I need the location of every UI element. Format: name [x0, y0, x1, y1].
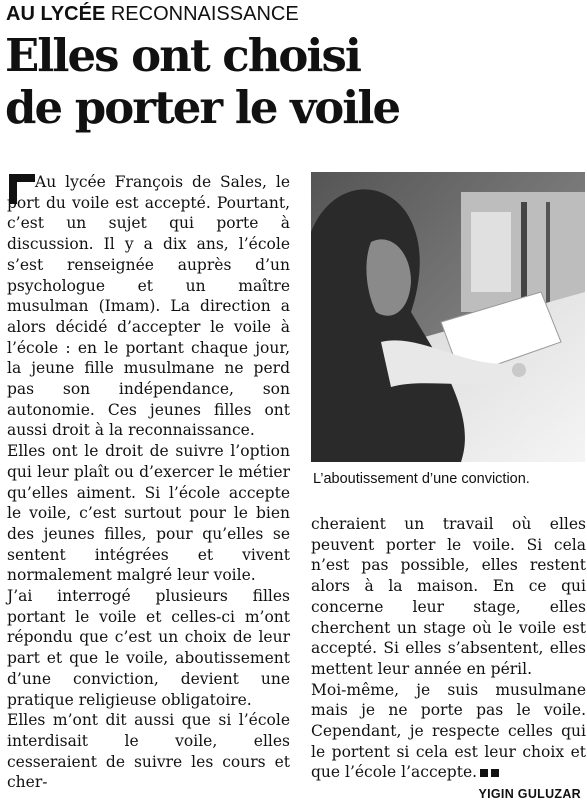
article-photo — [311, 172, 585, 462]
headline-line-1: Elles ont choisi — [5, 29, 360, 82]
paragraph-6 — [311, 680, 586, 784]
paragraph-5: cheraient un travail où elles peuvent porter le voile. Si cela n’est pas possible, elles restent alors à la maison. En ce qui concerne leur stage, elles cherchent un stage où le voile est accepté. Si elles s’absentent, elles mettent leur année en péril. — [311, 515, 586, 678]
paragraph-1: Au lycée François de Sales, le port du voile est accepté. Pourtant, c’est un sujet qui porte à discussion. Il y a dix ans, l’école s’est renseignée auprès d’un psychologue et un maître musulman (Imam). La direction a alors décidé d’accepter le voile à l’école : en le portant chaque jour, la jeune fille musulmane ne perd pas son indépendance, son autonomie. Ces jeunes filles ont aussi droit à la reconnaissance. — [7, 173, 290, 440]
end-mark-icon — [491, 769, 499, 777]
headline-line-2: de porter le voile — [5, 81, 400, 134]
kicker-topic: RECONNAISSANCE — [110, 3, 299, 25]
end-mark-icon — [480, 769, 488, 777]
paragraph-2: Elles ont le droit de suivre l’option qui leur plaît ou d’exercer le métier qu’elles aiment. Si l’école accepte le voile, c’est surtout pour le bien des jeunes filles, pour qu’elles se sentent intégrées et vivent normalement malgré leur voile. — [7, 442, 290, 585]
photo-caption: L’aboutissement d’une conviction. — [313, 471, 530, 487]
article-column-right — [311, 514, 586, 783]
paragraph-6-text: Moi-même, je suis musulmane mais je ne porte pas le voile. Cependant, je respecte celles qui le portent si cela est leur choix et que l’école l’accepte. — [311, 680, 586, 782]
kicker-section: AU LYCÉE — [6, 3, 106, 25]
article-headline — [5, 30, 585, 134]
paragraph-4: Elles m’ont dit aussi que si l’école interdisait le voile, elles cesseraient de suivre les cours et cher- — [7, 711, 290, 792]
paragraph-3: J’ai interrogé plusieurs filles portant le voile et celles-ci m’ont répondu que c’est un choix de leur part et que le voile, aboutissement d’une conviction, devient une pratique religieuse obligatoire. — [7, 587, 290, 709]
article-column-left — [7, 172, 290, 793]
section-kicker — [6, 1, 299, 27]
photo-illustration — [311, 172, 585, 462]
author-byline: YIGIN GULUZAR — [478, 787, 581, 801]
